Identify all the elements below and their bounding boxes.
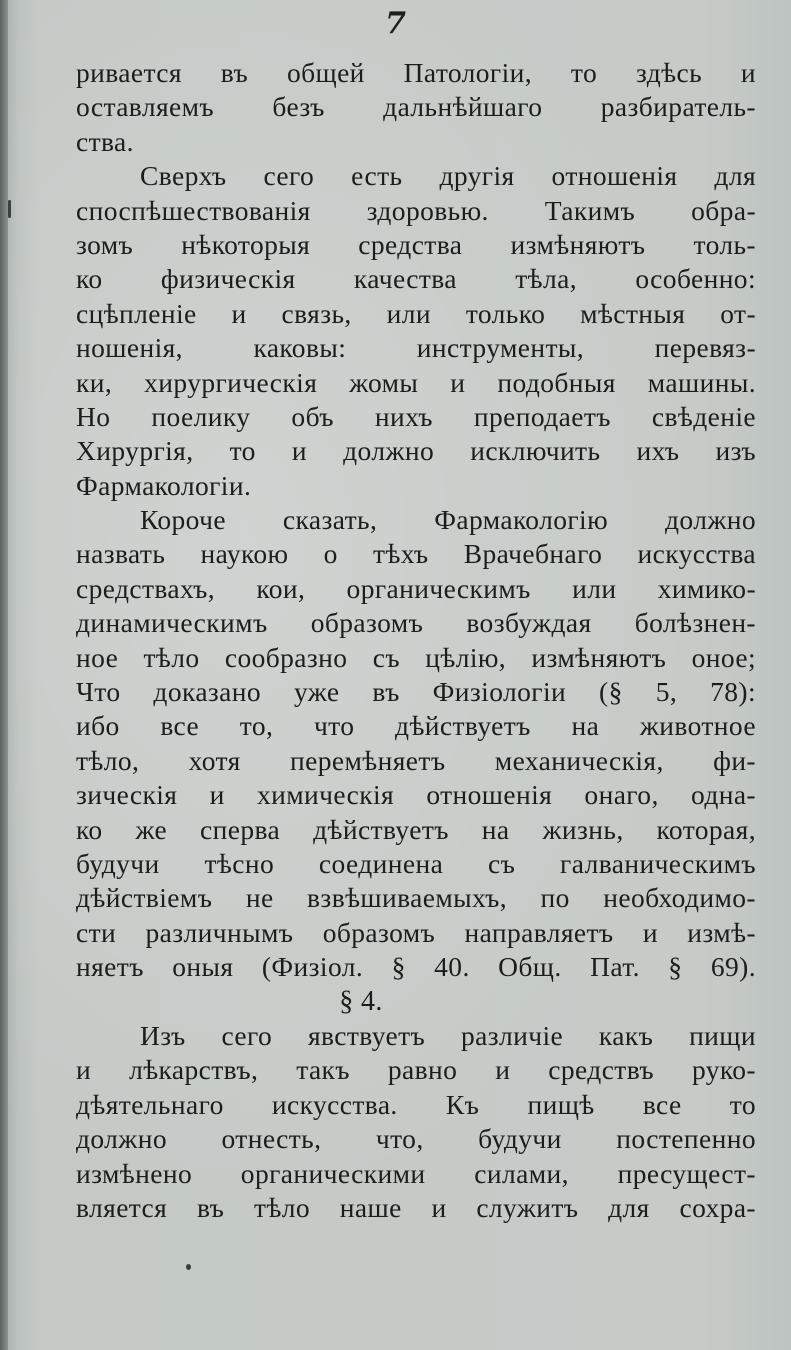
text-line: споспѣшествованія здоровью. Такимъ обра-: [76, 194, 756, 226]
text-line: няетъ оныя (Физіол. § 40. Общ. Пат. § 69).: [76, 951, 756, 983]
text-line: ства.: [76, 125, 134, 157]
text-line: динамическимъ образомъ возбуждая болѣзнен-: [76, 607, 756, 639]
text-line: будучи тѣсно соединена съ галваническимъ: [76, 847, 756, 879]
ink-speck: [8, 200, 11, 218]
text-line: сцѣпленіе и связь, или только мѣстныя от-: [76, 297, 756, 329]
text-line: должно отнесть, что, будучи постепенно: [76, 1123, 756, 1155]
text-line: ное тѣло сообразно съ цѣлію, измѣняютъ оное;: [76, 641, 756, 673]
text-line: Но поелику объ нихъ преподаетъ свѣденіе: [76, 400, 756, 432]
section-heading: § 4.: [339, 985, 383, 1017]
text-line: Короче сказать, Фармакологію должно: [140, 504, 756, 536]
text-line: зическія и химическія отношенія онаго, одна-: [76, 779, 756, 811]
text-line: ко же сперва дѣйствуетъ на жизнь, которая,: [76, 813, 756, 845]
text-line: сти различнымъ образомъ направляетъ и измѣ-: [76, 916, 756, 948]
text-line: Фармакологіи.: [76, 469, 252, 501]
text-line: зомъ нѣкоторыя средства измѣняютъ толь-: [76, 228, 756, 260]
page-number: 7: [385, 6, 406, 41]
text-line: средствахъ, кои, органическимъ или химико-: [76, 572, 756, 604]
text-line: ношенія, каковы: инструменты, перевяз-: [76, 332, 756, 364]
page-text: [76, 56, 756, 1225]
text-line: ибо все то, что дѣйствуетъ на животное: [76, 710, 756, 742]
ink-speck: [186, 1264, 191, 1270]
text-line: Изъ сего явствуетъ различіе какъ пищи: [140, 1019, 756, 1051]
text-line: Что доказано уже въ Физіологіи (§ 5, 78):: [76, 676, 756, 708]
text-line: дѣятельнаго искусства. Къ пищѣ все то: [76, 1088, 756, 1120]
text-line: Хирургія, то и должно исключить ихъ изъ: [76, 435, 756, 467]
text-line: измѣнено органическими силами, пресущест-: [76, 1157, 756, 1189]
text-line: ко физическія качества тѣла, особенно:: [76, 263, 756, 295]
text-line: ривается въ общей Патологіи, то здѣсь и: [76, 57, 756, 88]
text-line: оставляемъ безъ дальнѣйшаго разбиратель-: [76, 91, 756, 123]
text-line: ки, хирургическія жомы и подобныя машины.: [76, 366, 756, 398]
text-line: тѣло, хотя перемѣняетъ механическія, фи-: [76, 744, 756, 776]
text-line: и лѣкарствъ, такъ равно и средствъ руко-: [76, 1054, 756, 1086]
text-line: вляется въ тѣло наше и служитъ для сохра-: [76, 1191, 756, 1223]
book-spine: [0, 0, 8, 1350]
text-line: назвать наукою о тѣхъ Врачебнаго искусства: [76, 538, 756, 570]
text-line: Сверхъ сего есть другія отношенія для: [140, 160, 756, 192]
text-line: дѣйствіемъ не взвѣшиваемыхъ, по необходимо-: [76, 882, 756, 914]
